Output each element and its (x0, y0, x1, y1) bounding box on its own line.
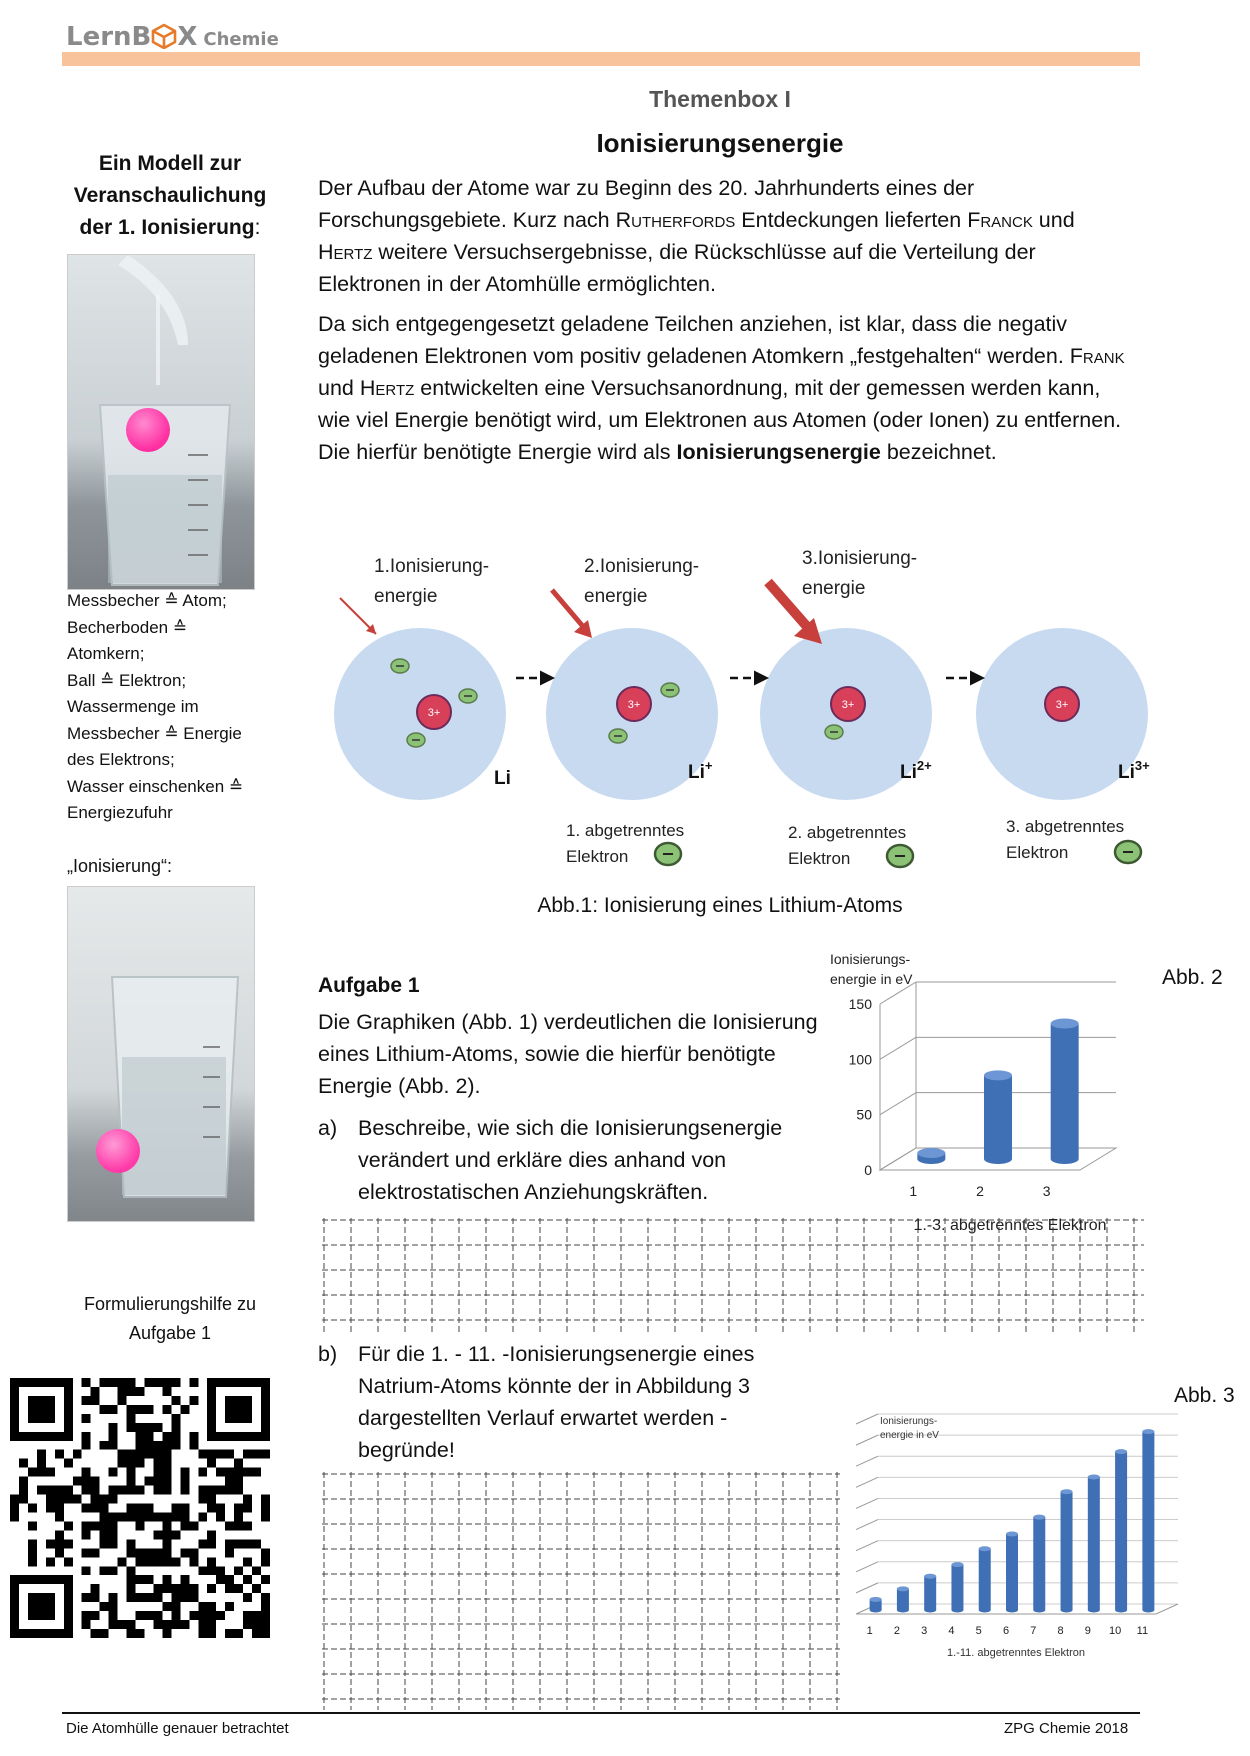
removed-label-2b: Elektron (788, 849, 851, 868)
qr-code-icon[interactable] (10, 1378, 270, 1638)
chart3-xtick: 1 (866, 1625, 873, 1637)
chart3-bar (924, 1574, 936, 1613)
nucleus-label-2: 3+ (627, 699, 641, 711)
chart3-gridline (856, 1435, 878, 1445)
beaker-photo-2 (67, 886, 255, 1222)
chart3-bar (951, 1562, 963, 1612)
beaker-with-ball-top-image (68, 255, 255, 590)
figure-1-caption: Abb.1: Ionisierung eines Lithium-Atoms (537, 894, 903, 917)
species-li-3plus: $Li^{3+}$ (1118, 758, 1150, 783)
chart2-xtick: 2 (976, 1183, 984, 1199)
energy-label-3b: energie (802, 578, 866, 599)
removed-label-1a: 1. abgetrenntes (566, 821, 685, 840)
chart3-gridline (856, 1498, 878, 1508)
energy-label-1b: energie (374, 586, 438, 607)
energy-label-1a: 1.Ionisierung- (374, 556, 490, 577)
sidebar-title: Ein Modell zur Veranschaulichung der 1. Ionisierung: (73, 152, 267, 239)
chart2-ylabel-1: Ionisierungs- (830, 951, 911, 967)
chart3-gridline (856, 1583, 878, 1593)
chart3-xtick: 2 (893, 1625, 900, 1637)
chart3-xtick: 8 (1057, 1625, 1064, 1637)
energy-arrow-2 (552, 590, 586, 630)
grid-b-lines (322, 1472, 840, 1710)
chart3-bar (1061, 1489, 1073, 1612)
chart2-ytick: 0 (864, 1162, 872, 1178)
task-a-text: Beschreibe, wie sich die Ionisierungsenergie verändert und erkläre dies anhand von elektrostatischen Anziehungskräften. (358, 1116, 783, 1204)
chart3-bar (979, 1546, 991, 1612)
ionization-energy-chart-sodium (840, 1400, 1200, 1670)
chart3-bar (1115, 1449, 1127, 1612)
footer-left: Die Atomhülle genauer betrachtet (66, 1720, 289, 1737)
chart3-xtick: 9 (1084, 1625, 1091, 1637)
chart3-bar (1088, 1475, 1100, 1613)
chart2-xtick: 1 (909, 1183, 918, 1199)
chart3-ylabel-2: energie in eV (880, 1430, 939, 1441)
box-title: Themenbox I (649, 86, 791, 112)
task-title: Aufgabe 1 (318, 974, 420, 997)
ionization-energy-chart-lithium (820, 946, 1160, 1236)
brand-text-b: X (177, 22, 198, 52)
species-li-plus: Li+ (688, 758, 713, 783)
beaker-with-ball-out-image (68, 887, 255, 1222)
footer-line (62, 1712, 1140, 1714)
chart3-bar (870, 1597, 882, 1613)
chart2-ytick: 150 (848, 996, 872, 1012)
chart3-xtick: 3 (921, 1625, 928, 1637)
removed-label-3a: 3. abgetrenntes (1006, 817, 1125, 836)
intro-paragraph-1: Der Aufbau der Atome war zu Beginn des 20. Jahrhunderts eines der Forschungsgebiete. Kurz nach Rutherfords Entdeckungen lieferten Franck und Hertz weitere Versuchsergebnisse, die Rückschlüsse auf die Verteilung der Elektronen in der Atomhülle ermöglichten. (318, 176, 1075, 296)
chart3-bar (897, 1586, 909, 1612)
ionisierung-label: „Ionisierung“: (67, 856, 173, 876)
chart3-xtick: 10 (1108, 1625, 1122, 1637)
chart3-xtick: 11 (1136, 1625, 1149, 1637)
removed-label-1b: Elektron (566, 847, 629, 866)
chart2-bar (917, 1148, 945, 1164)
task-b-text: Für die 1. - 11. -Ionisierungsenergie eines Natrium-Atoms könnte der in Abbildung 3 dargestellten Verlauf erwartet werden - begründe! (358, 1342, 755, 1462)
removed-label-3b: Elektron (1006, 843, 1069, 862)
chart2-ytick: 100 (848, 1051, 872, 1068)
brand-logo (66, 22, 279, 52)
nucleus-label-3: 3+ (841, 699, 855, 711)
brand-text-a: LernB (66, 22, 152, 52)
chart3-bar (1006, 1532, 1018, 1613)
ionization-diagram (330, 548, 1170, 878)
figure-3-label: Abb. 3 (1174, 1384, 1235, 1407)
task-item-b (318, 1338, 818, 1466)
energy-label-2a: 2.Ionisierung- (584, 556, 700, 577)
chart3-ylabel-1: Ionisierungs- (880, 1416, 938, 1427)
removed-label-2a: 2. abgetrenntes (788, 823, 907, 842)
chart3-gridline (856, 1562, 878, 1572)
species-li: Li (494, 768, 511, 789)
chart2-xlabel: 1.-3. abgetrenntes Elektron (913, 1217, 1107, 1234)
chart2-bar (1051, 1019, 1079, 1164)
help-text: Formulierungshilfe zu Aufgabe 1 (83, 1294, 257, 1343)
species-li-2plus: $Li^{2+}$ (900, 758, 932, 783)
chart3-gridline (856, 1414, 878, 1424)
chart3-bar (1033, 1515, 1045, 1613)
page-title: Ionisierungsenergie (596, 128, 844, 158)
nucleus-label-1: 3+ (427, 707, 441, 719)
chart2-ylabel-2: energie in eV (830, 971, 913, 987)
figure-2-label: Abb. 2 (1162, 966, 1223, 989)
chart2-xtick: 3 (1042, 1183, 1051, 1199)
chart3-xlabel: 1.-11. abgetrenntes Elektron (947, 1647, 1085, 1659)
chart3-bar (1142, 1429, 1154, 1612)
task-b-letter: b) (318, 1342, 338, 1366)
cube-logo-icon (151, 23, 177, 49)
chart3-gridline (856, 1477, 878, 1487)
beaker-photo-1 (67, 254, 255, 590)
chart3-xtick: 4 (948, 1625, 955, 1637)
chart3-gridline (856, 1541, 878, 1551)
energy-label-3a: 3.Ionisierung- (802, 548, 918, 569)
intro-paragraph-2: Da sich entgegengesetzt geladene Teilchen anziehen, ist klar, dass die negativ geladenen Elektronen vom positiv geladenen Atomkern „festgehalten“ werden. Frank und Hertz entwickelten eine Versuchsanordnung, mit der gemessen werden kann, wie viel Energie benötigt wird, um Elektronen aus Atomen (oder Ionen) zu entfernen. Die hierfür benötigte Energie wird als Ionisierungsenergie bezeichnet. (318, 312, 1125, 464)
brand-subtitle: Chemie (203, 29, 279, 50)
chart3-gridline (856, 1520, 878, 1530)
chart3-xtick: 7 (1030, 1625, 1037, 1637)
task-a-letter: a) (318, 1116, 338, 1140)
energy-label-2b: energie (584, 586, 648, 607)
task-intro: Die Graphiken (Abb. 1) verdeutlichen die Ionisierung eines Lithium-Atoms, sowie die hierfür benötigte Energie (Abb. 2). (318, 1010, 818, 1098)
chart3-gridline (856, 1456, 878, 1466)
nucleus-label-4: 3+ (1055, 699, 1069, 711)
chart3-xtick: 6 (1002, 1625, 1010, 1637)
task-item-a (318, 1112, 818, 1208)
answer-grid-b[interactable] (322, 1472, 840, 1710)
chart2-bar (984, 1070, 1012, 1164)
chart3-xtick: 5 (975, 1625, 982, 1637)
footer-right: ZPG Chemie 2018 (1004, 1720, 1129, 1737)
model-legend: Messbecher ≙ Atom; Becherboden ≙ Atomkern; Ball ≙ Elektron; Wassermenge im Messbecher ≙ Energie des Elektrons; Wasser einschenken ≙ Energiezufuhr (67, 591, 244, 822)
header-bar (62, 52, 1140, 66)
chart2-ytick: 50 (856, 1106, 872, 1123)
